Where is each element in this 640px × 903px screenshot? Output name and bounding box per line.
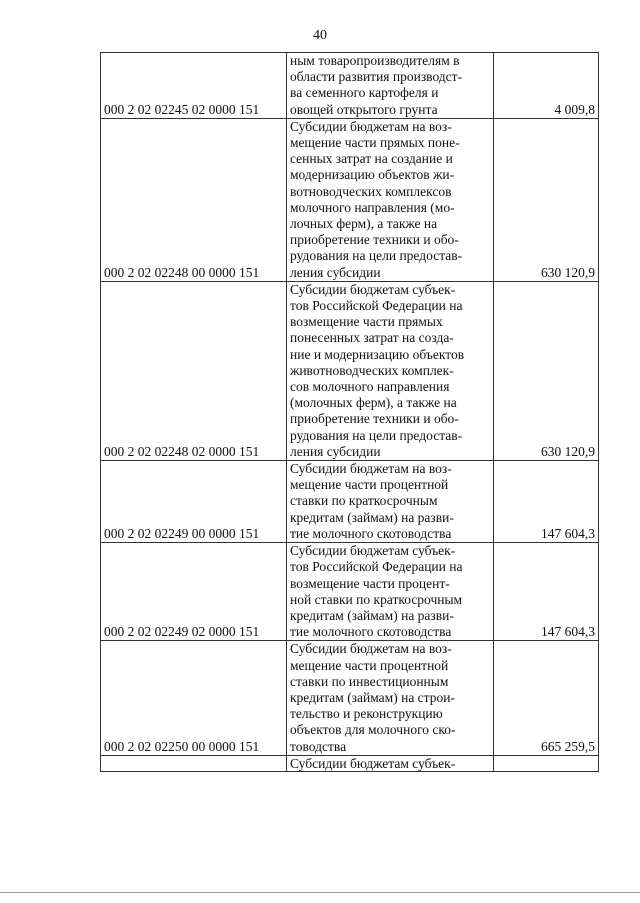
row-amount: 630 120,9 — [494, 118, 599, 281]
row-amount: 147 604,3 — [494, 543, 599, 641]
row-description: ным товаропроизводителям в области развития производст- ва семенного картофеля и овощей открытого грунта — [287, 53, 494, 119]
table-row — [101, 118, 599, 281]
budget-code: 000 2 02 02249 00 0000 151 — [101, 461, 287, 543]
row-description: Субсидии бюджетам субъек- — [287, 755, 494, 771]
budget-table — [100, 52, 599, 772]
row-amount — [494, 755, 599, 771]
page-bottom-edge — [0, 892, 640, 893]
table-row — [101, 53, 599, 119]
row-amount: 4 009,8 — [494, 53, 599, 119]
budget-code: 000 2 02 02250 00 0000 151 — [101, 641, 287, 755]
table-row — [101, 281, 599, 460]
page-number: 40 — [313, 28, 327, 43]
row-description: Субсидии бюджетам на воз- мещение части процентной ставки по инвестиционным кредитам (займам) на строи- тельство и реконструкцию объектов для молочного ско- товодства — [287, 641, 494, 755]
row-description: Субсидии бюджетам субъек- тов Российской Федерации на возмещение части процент- ной ставки по краткосрочным кредитам (займам) на разви- тие молочного скотоводства — [287, 543, 494, 641]
row-amount: 147 604,3 — [494, 461, 599, 543]
budget-code: 000 2 02 02249 02 0000 151 — [101, 543, 287, 641]
budget-code: 000 2 02 02248 00 0000 151 — [101, 118, 287, 281]
table-row — [101, 461, 599, 543]
budget-code — [101, 755, 287, 771]
table-row — [101, 543, 599, 641]
budget-code: 000 2 02 02245 02 0000 151 — [101, 53, 287, 119]
budget-code: 000 2 02 02248 02 0000 151 — [101, 281, 287, 460]
table-row-partial — [101, 755, 599, 771]
row-description: Субсидии бюджетам на воз- мещение части процентной ставки по краткосрочным кредитам (займам) на разви- тие молочного скотоводства — [287, 461, 494, 543]
row-description: Субсидии бюджетам субъек- тов Российской Федерации на возмещение части прямых понесенных затрат на созда- ние и модернизацию объектов животноводческих комплек- сов молочного направления (молочных ферм), а также на приобретение техники и обо- рудования на цели предостав- ления субсидии — [287, 281, 494, 460]
row-amount: 665 259,5 — [494, 641, 599, 755]
row-description: Субсидии бюджетам на воз- мещение части прямых поне- сенных затрат на создание и модернизацию объектов жи- вотноводческих комплексов молочного направления (мо- лочных ферм), а также на приобретение техники и обо- рудования на цели предостав- ления субсидии — [287, 118, 494, 281]
table-row — [101, 641, 599, 755]
row-amount: 630 120,9 — [494, 281, 599, 460]
